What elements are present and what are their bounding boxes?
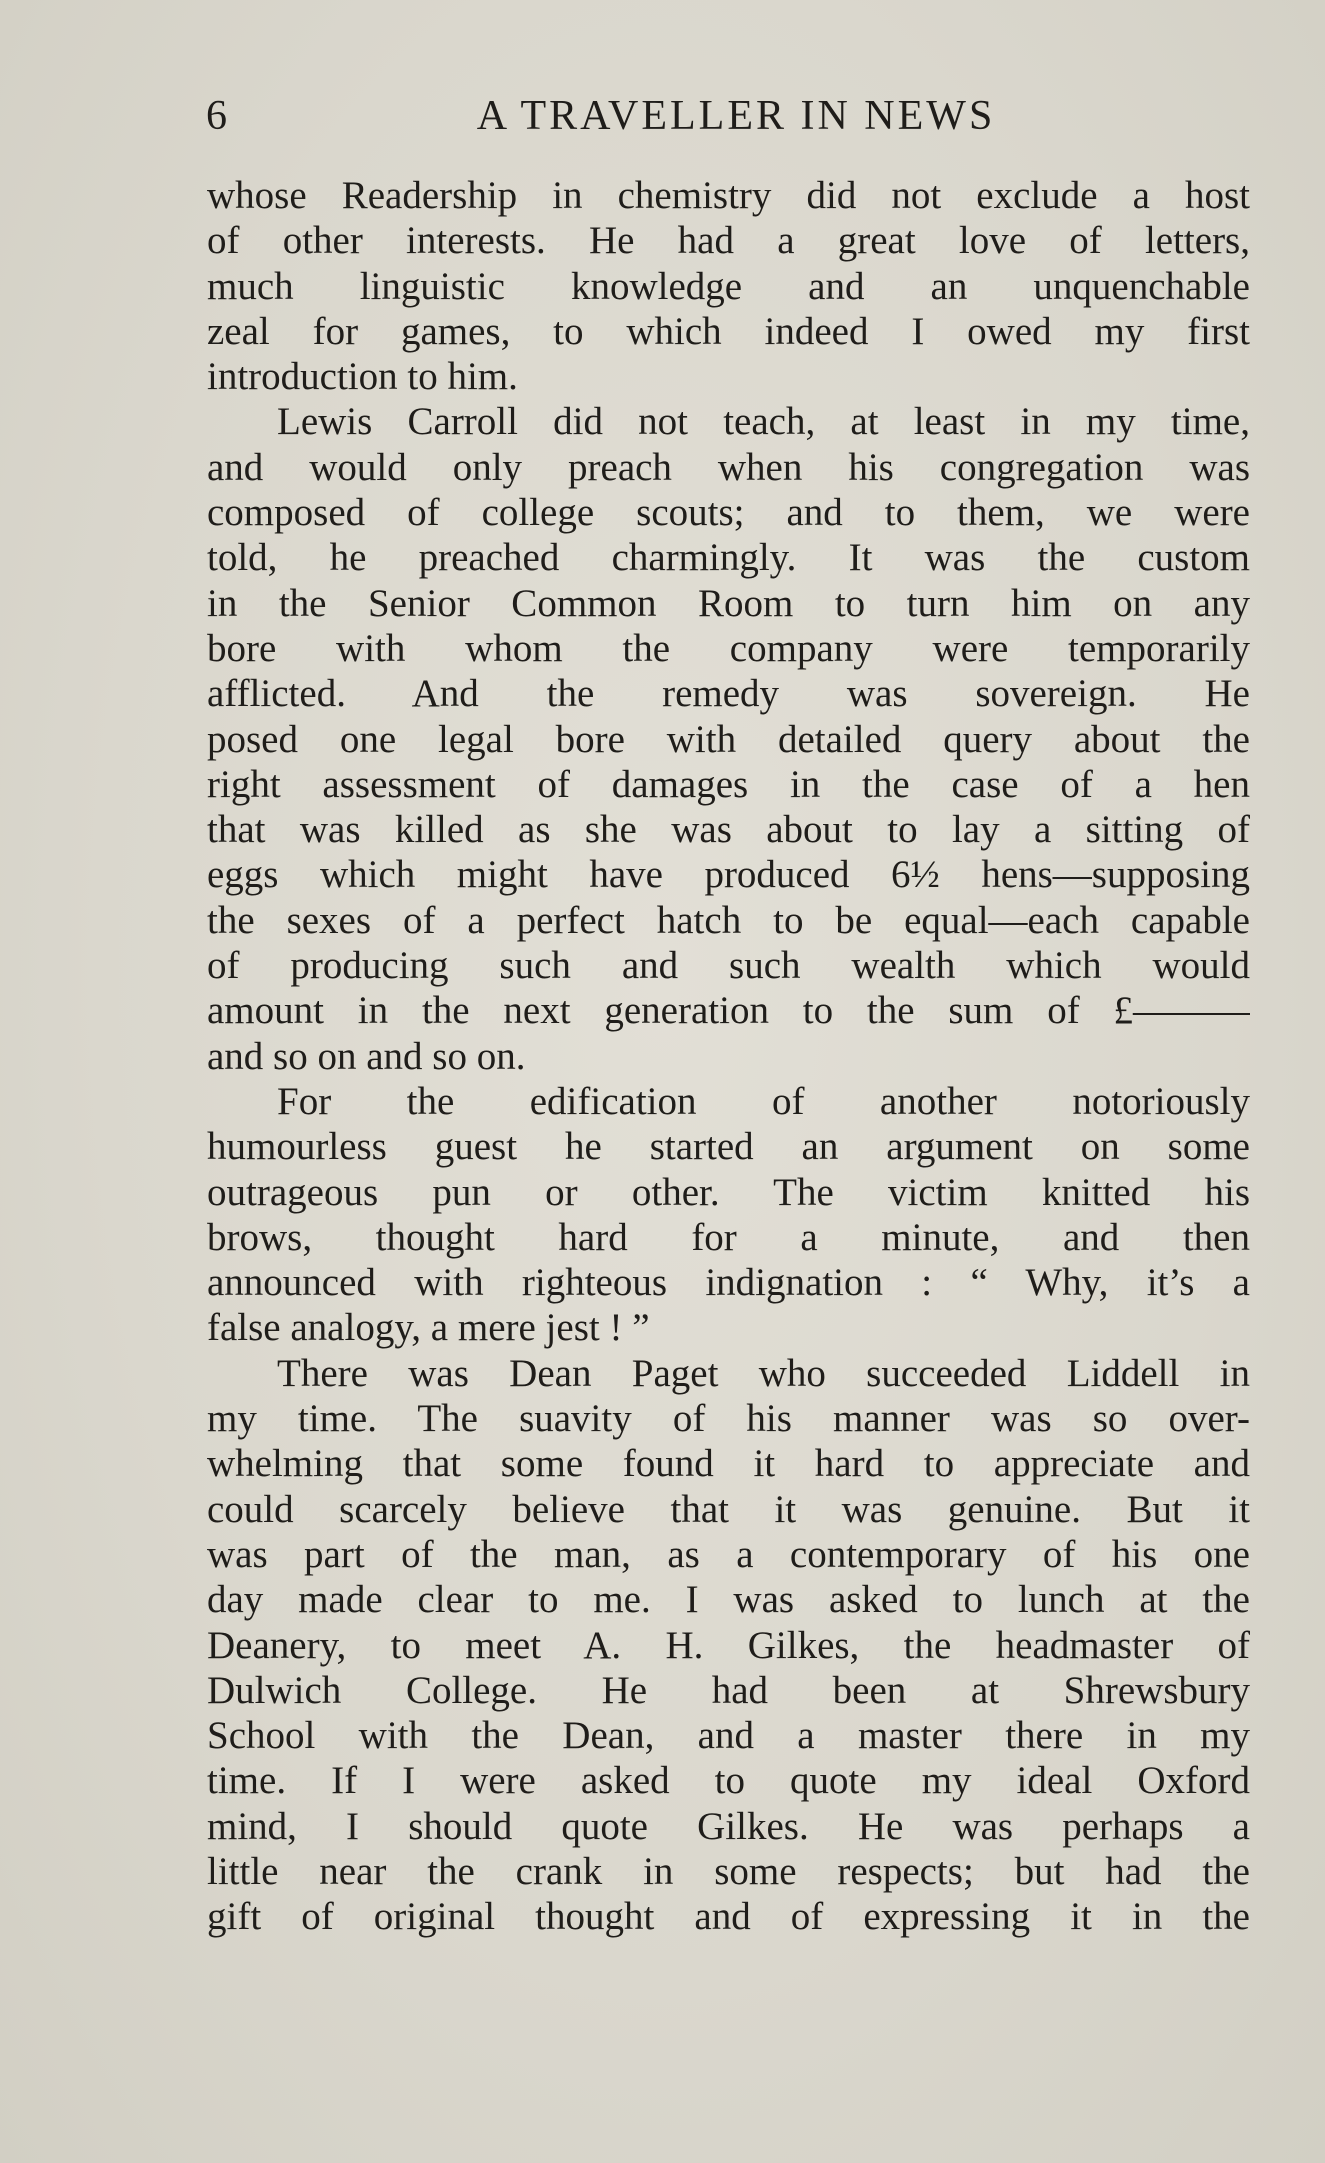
text-line: posed one legal bore with detailed query about the — [207, 717, 1250, 761]
text-line: gift of original thought and of expressing it in the — [207, 1895, 1250, 1939]
text-line: humourless guest he started an argument on some — [207, 1125, 1250, 1169]
text-line: of other interests. He had a great love of letters, — [207, 219, 1250, 263]
text-line: and so on and so on. — [207, 1034, 526, 1078]
text-line: afflicted. And the remedy was sovereign. He — [207, 672, 1250, 716]
text-line: my time. The suavity of his manner was so over- — [207, 1397, 1250, 1441]
text-line: false analogy, a mere jest ! ” — [207, 1306, 650, 1350]
text-line: in the Senior Common Room to turn him on any — [207, 581, 1250, 625]
text-line: School with the Dean, and a master there in my — [207, 1714, 1250, 1758]
text-line: mind, I should quote Gilkes. He was perhaps a — [207, 1804, 1250, 1848]
text-line: day made clear to me. I was asked to lunch at the — [207, 1578, 1250, 1622]
text-line: announced with righteous indignation : “ Why, it’s a — [207, 1261, 1250, 1305]
text-line: much linguistic knowledge and an unquenchable — [207, 264, 1250, 308]
text-line: bore with whom the company were temporarily — [207, 626, 1250, 670]
text-line: brows, thought hard for a minute, and then — [207, 1215, 1250, 1259]
running-head — [206, 92, 1250, 142]
text-line: whose Readership in chemistry did not exclude a host — [207, 174, 1250, 217]
text-line: and would only preach when his congregation was — [207, 445, 1250, 489]
running-title: A TRAVELLER IN NEWS — [476, 93, 996, 139]
paragraph-first-line: There was Dean Paget who succeeded Liddell in — [277, 1351, 1250, 1395]
text-line: Deanery, to meet A. H. Gilkes, the headmaster of — [207, 1623, 1250, 1667]
text-line: was part of the man, as a contemporary of his one — [207, 1532, 1250, 1576]
text-line: told, he preached charmingly. It was the custom — [207, 536, 1250, 580]
text-line: eggs which might have produced 6½ hens—supposing — [207, 853, 1250, 897]
text-line: that was killed as she was about to lay a sitting of — [207, 808, 1250, 852]
text-line: of producing such and such wealth which would — [207, 944, 1250, 988]
text-line: whelming that some found it hard to appreciate and — [207, 1442, 1250, 1486]
text-line: could scarcely believe that it was genuine. But it — [207, 1487, 1250, 1531]
paragraph-first-line: Lewis Carroll did not teach, at least in my time, — [277, 400, 1250, 444]
body-text — [207, 173, 1250, 1940]
text-line: Dulwich College. He had been at Shrewsbury — [207, 1668, 1250, 1712]
text-line: right assessment of damages in the case of a hen — [207, 762, 1250, 806]
text-line: composed of college scouts; and to them, we were — [207, 491, 1250, 535]
text-line: outrageous pun or other. The victim knitted his — [207, 1170, 1250, 1214]
paragraph-first-line: For the edification of another notoriously — [277, 1079, 1250, 1123]
page-number: 6 — [206, 93, 229, 139]
text-line: little near the crank in some respects; but had the — [207, 1849, 1250, 1893]
text-line: zeal for games, to which indeed I owed my first — [207, 309, 1250, 353]
text-line: the sexes of a perfect hatch to be equal—each capable — [207, 898, 1250, 942]
text-line: introduction to him. — [207, 355, 518, 399]
text-line: time. If I were asked to quote my ideal Oxford — [207, 1759, 1250, 1803]
text-line: amount in the next generation to the sum of £——— — [207, 989, 1250, 1033]
